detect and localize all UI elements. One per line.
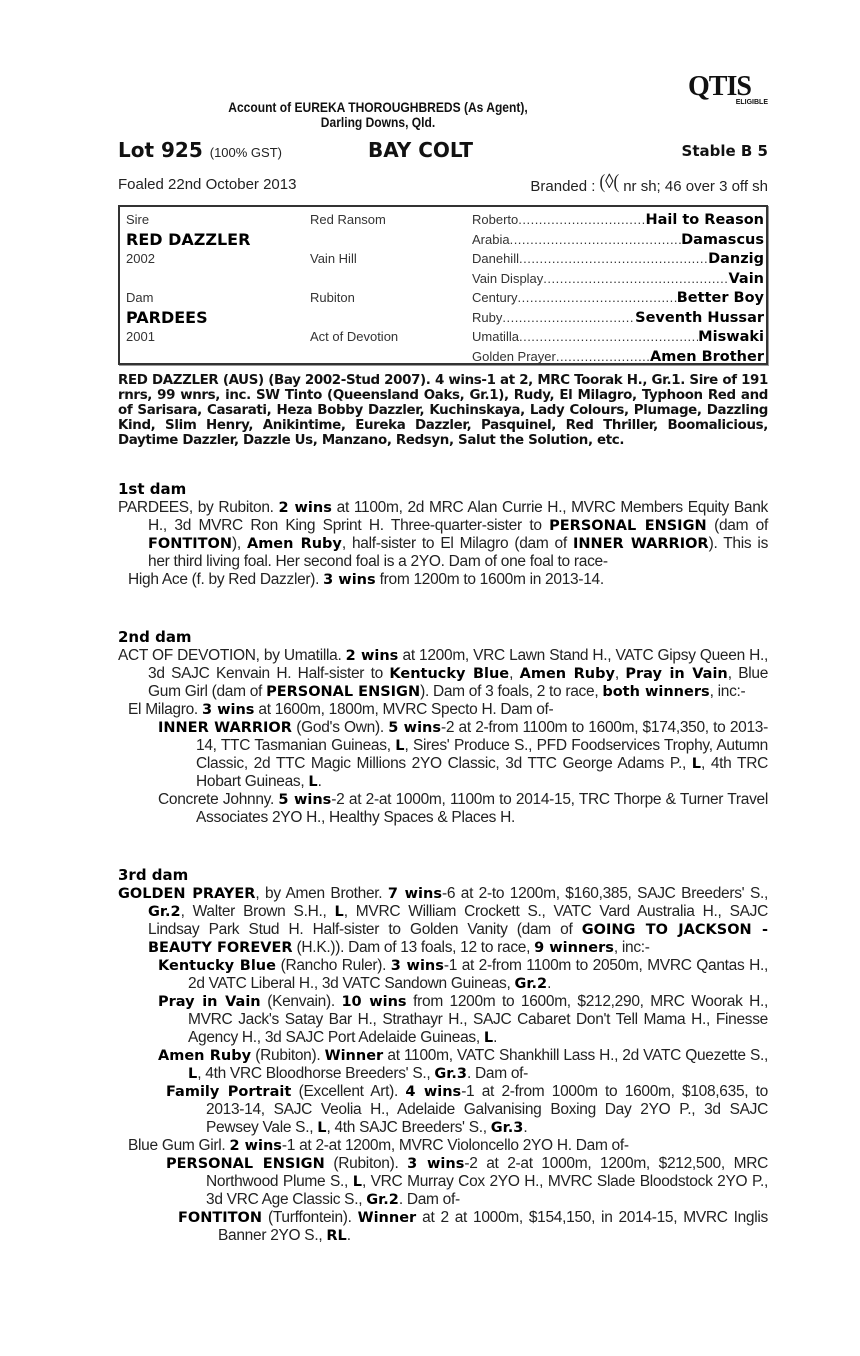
horse-sex-colour: BAY COLT — [368, 138, 474, 162]
stable-location: Stable B 5 — [681, 142, 768, 160]
leader-dots — [519, 327, 698, 347]
third-gen-row — [472, 347, 764, 367]
third-gen-sire: Hail to Reason — [645, 212, 764, 228]
dam-dam: Act of Devotion — [310, 329, 399, 344]
sire-dam: Vain Hill — [310, 251, 357, 266]
pedigree-third-generation — [472, 210, 764, 366]
leader-dots — [518, 288, 677, 308]
dam-label: Dam — [126, 290, 154, 305]
pedigree-grandparents — [310, 210, 470, 347]
leader-dots — [510, 230, 682, 250]
dam-paragraph: PARDEES, by Rubiton. 2 wins at 1100m, 2d MRC Alan Currie H., MVRC Members Equity Bank H., 3d MVRC Ron King Sprint H. Three-quarter-sister to PERSONAL ENSIGN (dam of FONTITON), Amen Ruby, half-sister to El Milagro (dam of INNER WARRIOR). This is her third living foal. Her second foal is a 2YO. Dam of one foal to race- — [118, 499, 769, 570]
third-gen-row — [472, 308, 764, 328]
brand-mark-icon: (◊( — [599, 170, 620, 193]
dam-name: PARDEES — [126, 307, 208, 327]
third-gen-row — [472, 249, 764, 269]
third-gen-sire: Better Boy — [676, 290, 764, 306]
second-dam-heading: 2nd dam — [118, 628, 192, 646]
progeny-entry: Amen Ruby (Rubiton). Winner at 1100m, VATC Shankhill Lass H., 2d VATC Quezette S., L, 4th VRC Bloodhorse Breeders' S., Gr.3. Dam of- — [158, 1047, 768, 1082]
third-gen-sire: Danzig — [708, 251, 764, 267]
pedigree-parents — [126, 210, 306, 347]
sire-name: RED DAZZLER — [126, 229, 251, 249]
qtis-logo-eligible: ELIGIBLE — [735, 99, 768, 106]
progeny-entry: El Milagro. 3 wins at 1600m, 1800m, MVRC Specto H. Dam of- — [128, 701, 554, 718]
progeny-entry: INNER WARRIOR (God's Own). 5 wins-2 at 2-from 1100m to 1600m, $174,350, to 2013-14, TTC Tasmanian Guineas, L, Sires' Produce S., PFD Foodservices Trophy, Autumn Classic, 2d TTC Magic Millions 2YO Classic, 3d TTC George Adams P., L, 4th TRC Hobart Guineas, L. — [158, 719, 768, 790]
progeny-entry: Family Portrait (Excellent Art). 4 wins-1 at 2-from 1000m to 1600m, $108,635, to 2013-14, SAJC Veolia H., Adelaide Galvanising Boxing Day 2YO P., 3d SAJC Pewsey Vale S., L, 4th SAJC Breeders' S., Gr.3. — [166, 1083, 768, 1136]
branding — [530, 170, 768, 196]
third-gen-row — [472, 327, 764, 347]
sire-label: Sire — [126, 212, 150, 227]
progeny-entry: Kentucky Blue (Rancho Ruler). 3 wins-1 at 2-from 1100m to 2050m, MVRC Qantas H., 2d VATC Liberal H., 3d VATC Sandown Guineas, Gr.2. — [158, 957, 768, 992]
dam-year: 2001 — [126, 329, 155, 344]
progeny-entry: High Ace (f. by Red Dazzler). 3 wins from 1200m to 1600m in 2013-14. — [128, 571, 604, 588]
qtis-logo-word: QTIS — [688, 71, 751, 102]
leader-dots — [502, 308, 635, 328]
third-dam-section — [118, 866, 768, 1245]
progeny-entry: Concrete Johnny. 5 wins-2 at 2-at 1000m, 1100m to 2014-15, TRC Thorpe & Turner Travel Associates 2YO H., Healthy Spaces & Places H. — [158, 791, 768, 826]
leader-dots — [518, 210, 645, 230]
sire-year: 2002 — [126, 251, 155, 266]
third-gen-row — [472, 210, 764, 230]
leader-dots — [556, 347, 650, 367]
dam-paragraph: GOLDEN PRAYER, by Amen Brother. 7 wins-6 at 2-to 1200m, $160,385, SAJC Breeders' S., Gr.2, Walter Brown S.H., L, MVRC William Crockett S., VATC Vard Australia H., SAJC Lindsay Park Stud H. Half-sister to Golden Vanity (dam of GOING TO JACKSON - BEAUTY FOREVER (H.K.)). Dam of 13 foals, 12 to race, 9 winners, inc:- — [118, 885, 768, 956]
progeny-entry: Pray in Vain (Kenvain). 10 wins from 1200m to 1600m, $212,290, MRC Woorak H., MVRC Jack's Satay Bar H., Strathayr H., SAJC Cabaret Don't Tell Mama H., Finesse Agency H., 3d SAJC Port Adelaide Guineas, L. — [158, 993, 769, 1046]
first-dam-heading: 1st dam — [118, 480, 187, 498]
branded-label: Branded : — [530, 178, 596, 195]
progeny-entry: Blue Gum Girl. 2 wins-1 at 2-at 1200m, MVRC Violoncello 2YO H. Dam of- — [128, 1137, 629, 1154]
progeny-entry: FONTITON (Turffontein). Winner at 2 at 1000m, $154,150, in 2014-15, MVRC Inglis Banner 2YO S., RL. — [178, 1209, 768, 1244]
first-dam-section — [118, 480, 768, 589]
lot-number — [118, 138, 282, 162]
lot-header — [118, 138, 768, 162]
third-gen-horse: Danehill — [472, 251, 519, 266]
foaled-date: Foaled 22nd October 2013 — [118, 176, 297, 193]
qtis-eligible-logo — [688, 73, 768, 107]
third-gen-sire: Vain — [728, 270, 764, 287]
pedigree-table — [118, 205, 768, 365]
branded-detail: nr sh; 46 over 3 off sh — [623, 178, 768, 195]
leader-dots — [543, 269, 728, 289]
leader-dots — [519, 249, 708, 269]
third-gen-sire: Seventh Hussar — [635, 309, 764, 326]
third-gen-horse: Century — [472, 290, 518, 305]
vendor-line-1: Account of EUREKA THOROUGHBREDS (As Agent), — [228, 99, 528, 115]
third-gen-horse: Arabia — [472, 231, 510, 247]
foal-brand-row — [118, 170, 768, 196]
third-gen-sire: Miswaki — [698, 329, 764, 345]
progeny-entry: PERSONAL ENSIGN (Rubiton). 3 wins-2 at 2-at 1000m, 1200m, $212,500, MRC Northwood Plume S., L, VRC Murray Cox 2YO H., MVRC Slade Bloodstock 2YO P., 3d VRC Age Classic S., Gr.2. Dam of- — [166, 1155, 768, 1208]
third-gen-row — [472, 230, 764, 250]
third-gen-horse: Ruby — [472, 309, 503, 325]
dam-paragraph: ACT OF DEVOTION, by Umatilla. 2 wins at 1200m, VRC Lawn Stand H., VATC Gipsy Queen H., 3d SAJC Kenvain H. Half-sister to Kentucky Blue, Amen Ruby, Pray in Vain, Blue Gum Girl (dam of PERSONAL ENSIGN). Dam of 3 foals, 2 to race, both winners, inc:- — [118, 647, 769, 700]
sire-sire: Red Ransom — [310, 212, 386, 227]
third-gen-horse: Golden Prayer — [472, 348, 556, 364]
vendor-line-2: Darling Downs, Qld. — [320, 114, 436, 130]
third-gen-horse: Vain Display — [472, 270, 544, 286]
third-gen-row — [472, 269, 764, 289]
third-gen-row — [472, 288, 764, 308]
vendor-account — [154, 100, 601, 130]
third-gen-sire: Damascus — [681, 231, 764, 248]
third-gen-horse: Roberto — [472, 212, 519, 227]
dam-sire: Rubiton — [310, 290, 355, 305]
third-gen-horse: Umatilla — [472, 329, 519, 344]
third-gen-sire: Amen Brother — [650, 348, 764, 365]
sire-summary: RED DAZZLER (AUS) (Bay 2002-Stud 2007). 4 wins-1 at 2, MRC Toorak H., Gr.1. Sire of 191 rnrs, 99 wnrs, inc. SW Tinto (Queensland Oaks, Gr.1), Rudy, El Milagro, Typhoon Red and of Sarisara, Casarati, Heza Bobby Dazzler, Kuchinskaya, Lady Colours, Plumage, Dazzling Kind, Slim Henry, Anikintime, Eureka Dazzler, Pasquinel, Red Thriller, Boomalicious, Daytime Dazzler, Dazzle Us, Manzano, Redsyn, Salut the Solution, etc. — [118, 373, 768, 448]
third-dam-heading: 3rd dam — [118, 866, 189, 884]
lot-label: Lot 925 — [118, 138, 203, 162]
gst-note: (100% GST) — [209, 145, 282, 160]
second-dam-section — [118, 628, 768, 827]
